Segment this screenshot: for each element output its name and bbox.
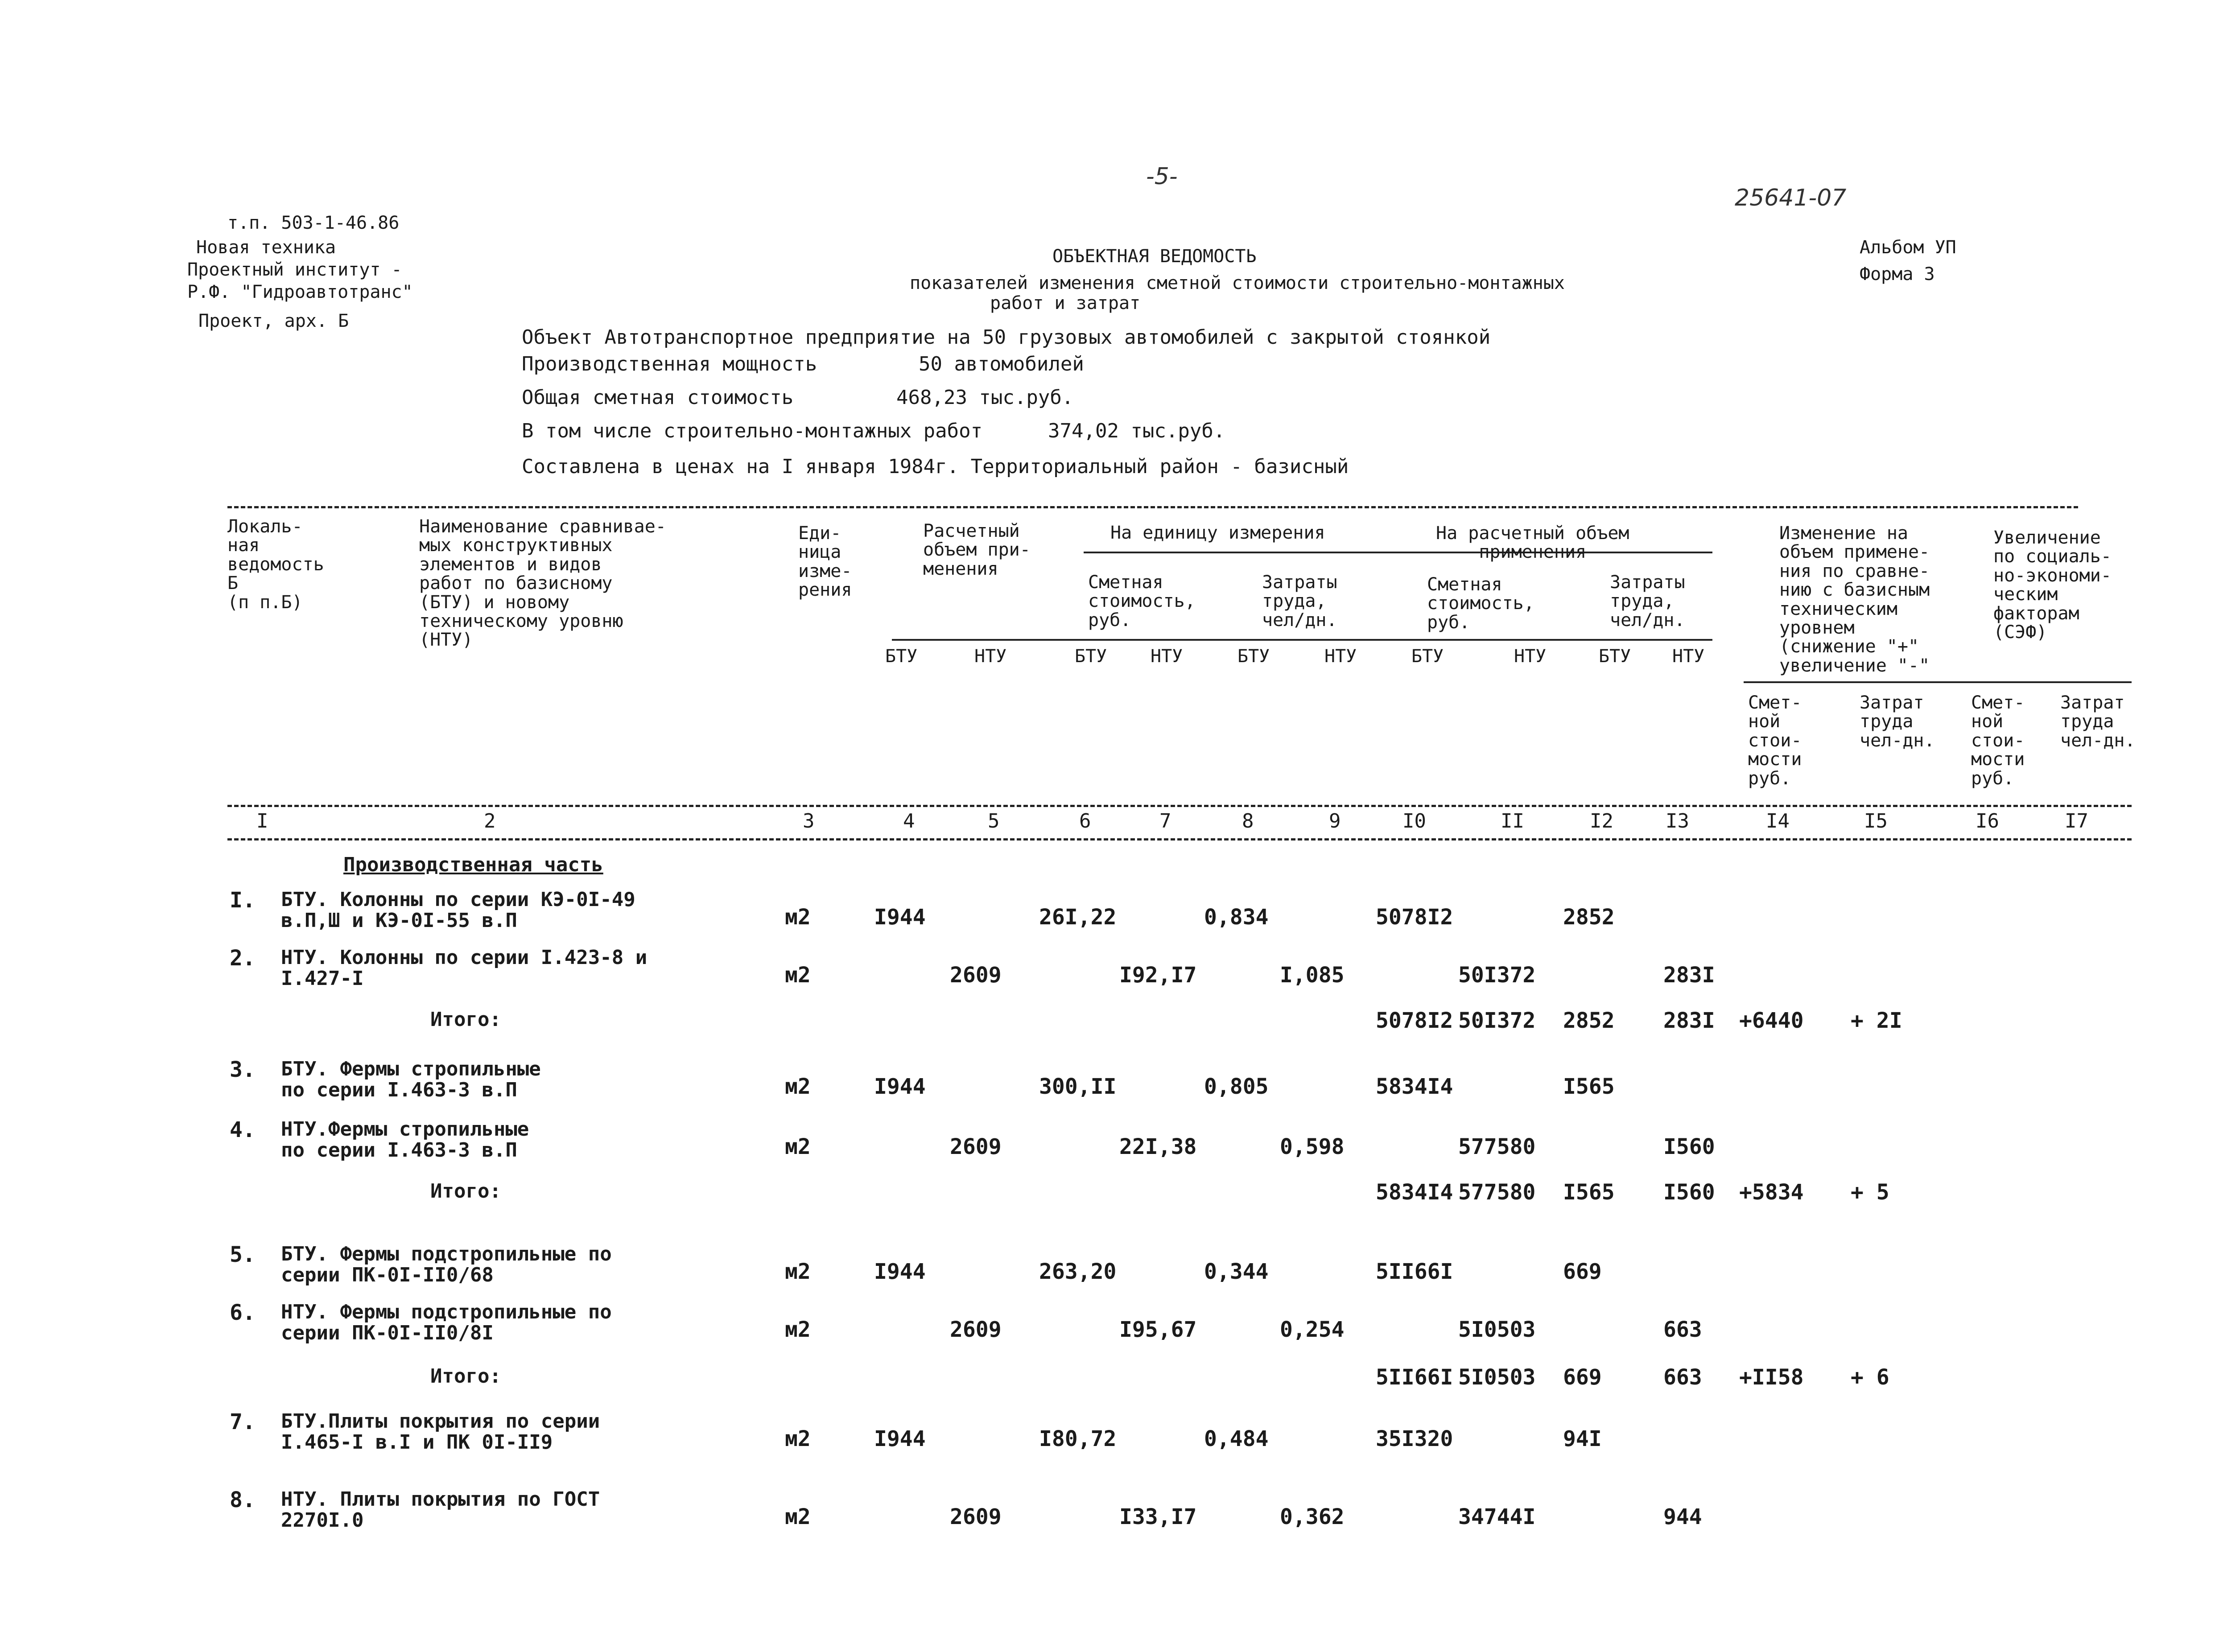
unit-cell: м2 xyxy=(785,1074,811,1099)
value-cell-col14: +5834 xyxy=(1739,1180,1804,1205)
value-cell-col13: 944 xyxy=(1663,1504,1702,1529)
col-number-2: 2 xyxy=(484,810,496,832)
col-number-15: I5 xyxy=(1864,810,1888,832)
value-cell-col10: 5834I4 xyxy=(1376,1180,1453,1205)
value-cell-col13: I560 xyxy=(1663,1180,1715,1205)
value-cell-col15: + 2I xyxy=(1851,1008,1902,1033)
value-cell-col12: 669 xyxy=(1563,1365,1602,1390)
capacity-value: 50 автомобилей xyxy=(919,353,1084,375)
row-number: 6. xyxy=(230,1300,256,1325)
element-name: БТУ. Фермы подстропильные по серии ПК-0I-II0/68 xyxy=(281,1243,612,1286)
value-cell-col9: 0,254 xyxy=(1280,1317,1345,1342)
value-cell-col6: 300,II xyxy=(1039,1074,1117,1099)
row-number: 7. xyxy=(230,1409,256,1434)
header-volume: Расчетный объем при- менения xyxy=(923,521,1031,579)
row-number: I. xyxy=(230,888,256,913)
document-number: 25641-07 xyxy=(1735,185,1847,211)
header-col10-btu: БТУ xyxy=(1411,646,1444,667)
row-number: 5. xyxy=(230,1242,256,1267)
capacity-label: Производственная мощность xyxy=(522,353,817,375)
value-cell-col11: 5I0503 xyxy=(1458,1365,1536,1390)
value-cell-col14: +6440 xyxy=(1739,1008,1804,1033)
element-name: БТУ. Колонны по серии КЭ-0I-49 в.П,Ш и КЭ-0I-55 в.П xyxy=(281,888,635,932)
header-sef-increase: Увеличение по социаль- но-экономи- ческим факторам (СЭФ) xyxy=(1993,527,2112,643)
value-cell-col8: 0,805 xyxy=(1204,1074,1269,1099)
value-cell-col12: 2852 xyxy=(1563,905,1615,930)
value-cell-col6: 263,20 xyxy=(1039,1259,1117,1284)
left-header-line-3: Р.Ф. "Гидроавтотранс" xyxy=(187,282,413,302)
value-cell-col9: 0,598 xyxy=(1280,1134,1345,1159)
total-cost-value: 468,23 тыс.руб. xyxy=(896,386,1074,409)
page-number: -5- xyxy=(1146,163,1178,190)
value-cell-col13: 663 xyxy=(1663,1365,1702,1390)
value-cell-col4: I944 xyxy=(874,1426,926,1451)
section-title: Производственная часть xyxy=(343,853,603,876)
value-cell-col8: 0,344 xyxy=(1204,1259,1269,1284)
row-number: 3. xyxy=(230,1057,256,1082)
col-number-7: 7 xyxy=(1159,810,1171,832)
document-subtitle-1: показателей изменения сметной стоимости строительно-монтажных xyxy=(910,273,1565,293)
col-numbers-top-border xyxy=(227,805,2132,807)
project-code: т.п. 503-1-46.86 xyxy=(227,213,400,233)
smr-label: В том числе строительно-монтажных работ xyxy=(522,420,983,442)
col-number-17: I7 xyxy=(2065,810,2088,832)
col-number-6: 6 xyxy=(1079,810,1091,832)
header-col16: Смет- ной стои- мости руб. xyxy=(1971,692,2025,789)
header-col9-ntu: НТУ xyxy=(1324,646,1357,667)
value-cell-col10: 5834I4 xyxy=(1376,1074,1453,1099)
value-cell-col12: 2852 xyxy=(1563,1008,1615,1033)
value-cell-col10: 5078I2 xyxy=(1376,1008,1453,1033)
album-label: Альбом УП xyxy=(1860,237,1956,258)
unit-cell: м2 xyxy=(785,963,811,988)
object-line: Объект Автотранспортное предприятие на 50 грузовых автомобилей с закрытой стоянкой xyxy=(522,326,1491,349)
subtotal-label: Итого: xyxy=(430,1180,501,1203)
header-total-volume: На расчетный объем применения xyxy=(1436,523,1629,563)
value-cell-col7: 22I,38 xyxy=(1119,1134,1197,1159)
unit-cell: м2 xyxy=(785,1426,811,1451)
value-cell-col13: 283I xyxy=(1663,1008,1715,1033)
unit-cell: м2 xyxy=(785,1504,811,1529)
header-col8-btu: БТУ xyxy=(1237,646,1270,667)
element-name: НТУ. Фермы подстропильные по серии ПК-0I-II0/8I xyxy=(281,1301,612,1344)
row-number: 4. xyxy=(230,1117,256,1142)
header-unit: Еди- ница изме- рения xyxy=(798,523,852,601)
element-name: НТУ.Фермы стропильные по серии I.463-3 в.П xyxy=(281,1118,529,1162)
value-cell-col11: 50I372 xyxy=(1458,1008,1536,1033)
col-numbers-bottom-border xyxy=(227,838,2132,840)
value-cell-col7: I92,I7 xyxy=(1119,963,1197,988)
col-number-1: I xyxy=(256,810,268,832)
element-name: НТУ. Плиты покрытия по ГОСТ 2270I.0 xyxy=(281,1488,600,1532)
col-number-9: 9 xyxy=(1329,810,1341,832)
col-number-13: I3 xyxy=(1666,810,1689,832)
col-number-11: II xyxy=(1501,810,1524,832)
header-col17: Затрат труда чел-дн. xyxy=(2060,692,2136,751)
left-header-line-1: Новая техника xyxy=(196,237,336,258)
header-per-unit: На единицу измерения xyxy=(1110,523,1325,543)
col-number-4: 4 xyxy=(903,810,915,832)
header-local-statement: Локаль- ная ведомость Б (п п.Б) xyxy=(227,516,324,613)
value-cell-col5: 2609 xyxy=(950,963,1002,988)
header-col7-ntu: НТУ xyxy=(1151,646,1183,667)
value-cell-col11: 34744I xyxy=(1458,1504,1536,1529)
header-col13-ntu: НТУ xyxy=(1672,646,1705,667)
value-cell-col4: I944 xyxy=(874,905,926,930)
value-cell-col12: I565 xyxy=(1563,1074,1615,1099)
row-number: 2. xyxy=(230,946,256,971)
col-number-8: 8 xyxy=(1242,810,1254,832)
col-number-16: I6 xyxy=(1976,810,1999,832)
value-cell-col15: + 6 xyxy=(1851,1365,1889,1390)
value-cell-col9: I,085 xyxy=(1280,963,1345,988)
header-col12-btu: БТУ xyxy=(1599,646,1631,667)
value-cell-col8: 0,484 xyxy=(1204,1426,1269,1451)
document-title: ОБЪЕКТНАЯ ВЕДОМОСТЬ xyxy=(1052,246,1257,267)
header-element-name: Наименование сравнивае- мых конструктивных элементов и видов работ по базисному (БТУ) и новому техническому уровню (НТУ) xyxy=(419,516,666,651)
subtotal-label: Итого: xyxy=(430,1008,501,1031)
prices-line: Составлена в ценах на I января 1984г. Территориальный район - базисный xyxy=(522,455,1349,478)
header-col14: Смет- ной стои- мости руб. xyxy=(1748,692,1802,789)
value-cell-col11: 5I0503 xyxy=(1458,1317,1536,1342)
header-col11-ntu: НТУ xyxy=(1514,646,1547,667)
value-cell-col12: 669 xyxy=(1563,1259,1602,1284)
value-cell-col10: 35I320 xyxy=(1376,1426,1453,1451)
form-label: Форма 3 xyxy=(1860,264,1935,284)
value-cell-col13: 283I xyxy=(1663,963,1715,988)
header-change: Изменение на объем примене- ния по сравне- нию с базисным техническим уровнем (снижение "+" увеличение "-" xyxy=(1779,523,1930,676)
value-cell-col10: 5II66I xyxy=(1376,1259,1453,1284)
element-name: БТУ. Фермы стропильные по серии I.463-3 в.П xyxy=(281,1058,541,1101)
unit-cell: м2 xyxy=(785,1134,811,1159)
smr-value: 374,02 тыс.руб. xyxy=(1048,420,1225,442)
change-header-divider xyxy=(1744,681,2132,683)
unit-cell: м2 xyxy=(785,1259,811,1284)
header-col15: Затрат труда чел-дн. xyxy=(1860,692,1935,751)
value-cell-col10: 5II66I xyxy=(1376,1365,1453,1390)
table-top-border xyxy=(227,506,2078,508)
value-cell-col5: 2609 xyxy=(950,1317,1002,1342)
value-cell-col7: I33,I7 xyxy=(1119,1504,1197,1529)
value-cell-col15: + 5 xyxy=(1851,1180,1889,1205)
value-cell-col4: I944 xyxy=(874,1074,926,1099)
btu-ntu-header-divider xyxy=(892,639,1712,641)
value-cell-col5: 2609 xyxy=(950,1134,1002,1159)
total-cost-label: Общая сметная стоимость xyxy=(522,386,794,409)
value-cell-col8: 0,834 xyxy=(1204,905,1269,930)
header-col6-btu: БТУ xyxy=(1075,646,1107,667)
document-subtitle-2: работ и затрат xyxy=(990,293,1141,313)
element-name: НТУ. Колонны по серии I.423-8 и I.427-I xyxy=(281,946,648,990)
header-col4-btu: БТУ xyxy=(885,646,918,667)
header-total-cost: Сметная стоимость, руб. xyxy=(1427,574,1534,633)
header-unit-labor: Затраты труда, чел/дн. xyxy=(1262,572,1337,630)
header-col5-ntu: НТУ xyxy=(974,646,1007,667)
value-cell-col11: 577580 xyxy=(1458,1134,1536,1159)
value-cell-col14: +II58 xyxy=(1739,1365,1804,1390)
col-number-10: I0 xyxy=(1402,810,1426,832)
left-header-line-4: Проект, арх. Б xyxy=(198,311,349,331)
col-number-5: 5 xyxy=(988,810,1000,832)
value-cell-col12: I565 xyxy=(1563,1180,1615,1205)
value-cell-col13: I560 xyxy=(1663,1134,1715,1159)
row-number: 8. xyxy=(230,1487,256,1512)
value-cell-col10: 5078I2 xyxy=(1376,905,1453,930)
value-cell-col13: 663 xyxy=(1663,1317,1702,1342)
value-cell-col5: 2609 xyxy=(950,1504,1002,1529)
value-cell-col11: 577580 xyxy=(1458,1180,1536,1205)
col-number-14: I4 xyxy=(1766,810,1790,832)
col-number-12: I2 xyxy=(1590,810,1613,832)
value-cell-col9: 0,362 xyxy=(1280,1504,1345,1529)
left-header-line-2: Проектный институт - xyxy=(187,260,402,280)
value-cell-col7: I95,67 xyxy=(1119,1317,1197,1342)
subtotal-label: Итого: xyxy=(430,1365,501,1388)
unit-cell: м2 xyxy=(785,905,811,930)
header-unit-cost: Сметная стоимость, руб. xyxy=(1088,572,1196,630)
element-name: БТУ.Плиты покрытия по серии I.465-I в.I и ПК 0I-II9 xyxy=(281,1410,600,1454)
unit-cell: м2 xyxy=(785,1317,811,1342)
col-number-3: 3 xyxy=(803,810,815,832)
value-cell-col4: I944 xyxy=(874,1259,926,1284)
value-cell-col12: 94I xyxy=(1563,1426,1602,1451)
header-total-labor: Затраты труда, чел/дн. xyxy=(1610,572,1685,630)
value-cell-col11: 50I372 xyxy=(1458,963,1536,988)
value-cell-col6: I80,72 xyxy=(1039,1426,1117,1451)
value-cell-col6: 26I,22 xyxy=(1039,905,1117,930)
